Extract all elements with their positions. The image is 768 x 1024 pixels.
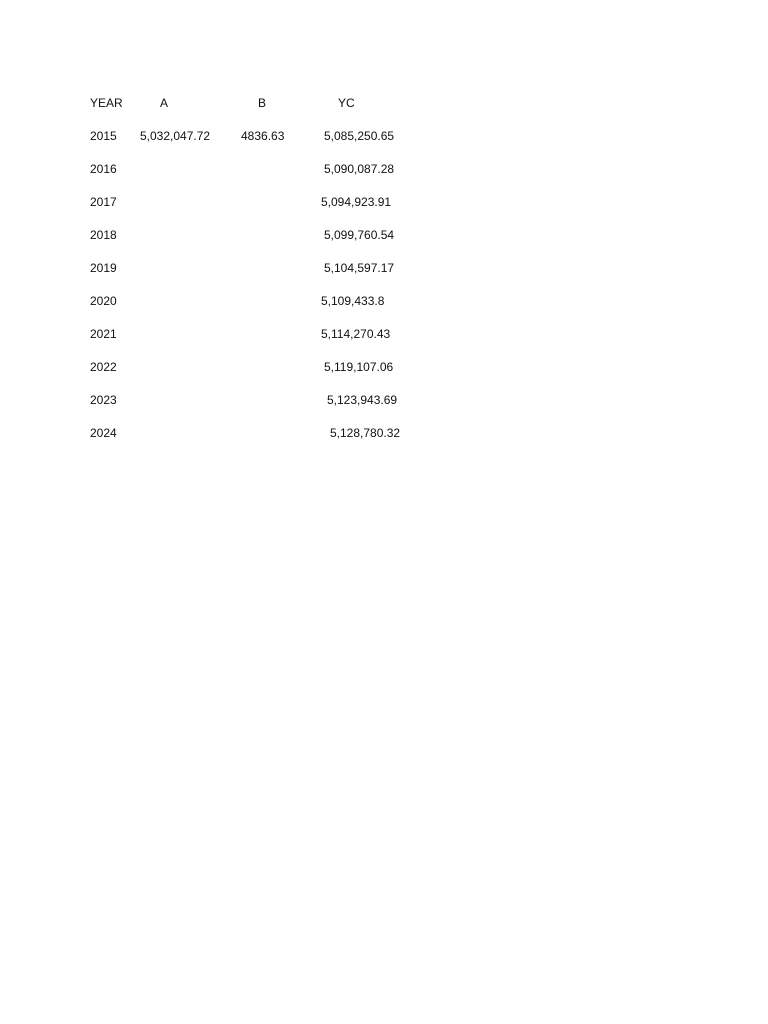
table-row — [90, 127, 430, 160]
cell-year: 2019 — [90, 261, 117, 275]
cell-year: 2015 — [90, 129, 117, 143]
table-row — [90, 358, 430, 391]
cell-yc: 5,109,433.8 — [321, 294, 385, 308]
table-row — [90, 193, 430, 226]
cell-year: 2017 — [90, 195, 117, 209]
cell-yc: 5,114,270.43 — [321, 327, 391, 341]
cell-year: 2022 — [90, 360, 117, 374]
cell-yc: 5,119,107.06 — [324, 360, 394, 374]
cell-b: 4836.63 — [241, 129, 285, 143]
cell-yc: 5,094,923.91 — [321, 195, 392, 209]
cell-year: 2021 — [90, 327, 117, 341]
table-row — [90, 325, 430, 358]
cell-yc: 5,104,597.17 — [324, 261, 395, 275]
cell-yc: 5,099,760.54 — [324, 228, 395, 242]
table-row — [90, 259, 430, 292]
cell-year: 2024 — [90, 426, 117, 440]
data-table — [90, 94, 430, 457]
cell-year: 2023 — [90, 393, 117, 407]
cell-yc: 5,085,250.65 — [324, 129, 395, 143]
table-row — [90, 391, 430, 424]
cell-year: 2016 — [90, 162, 117, 176]
table-row — [90, 160, 430, 193]
header-yc: YC — [338, 96, 355, 110]
cell-year: 2018 — [90, 228, 117, 242]
header-b: B — [258, 96, 267, 110]
header-year: YEAR — [90, 96, 123, 110]
cell-yc: 5,090,087.28 — [324, 162, 395, 176]
header-a: A — [160, 96, 169, 110]
table-row — [90, 424, 430, 457]
cell-a: 5,032,047.72 — [140, 129, 211, 143]
cell-yc: 5,128,780.32 — [330, 426, 401, 440]
cell-year: 2020 — [90, 294, 117, 308]
cell-yc: 5,123,943.69 — [327, 393, 398, 407]
table-row — [90, 226, 430, 259]
table-row — [90, 292, 430, 325]
table-header-row — [90, 94, 430, 127]
